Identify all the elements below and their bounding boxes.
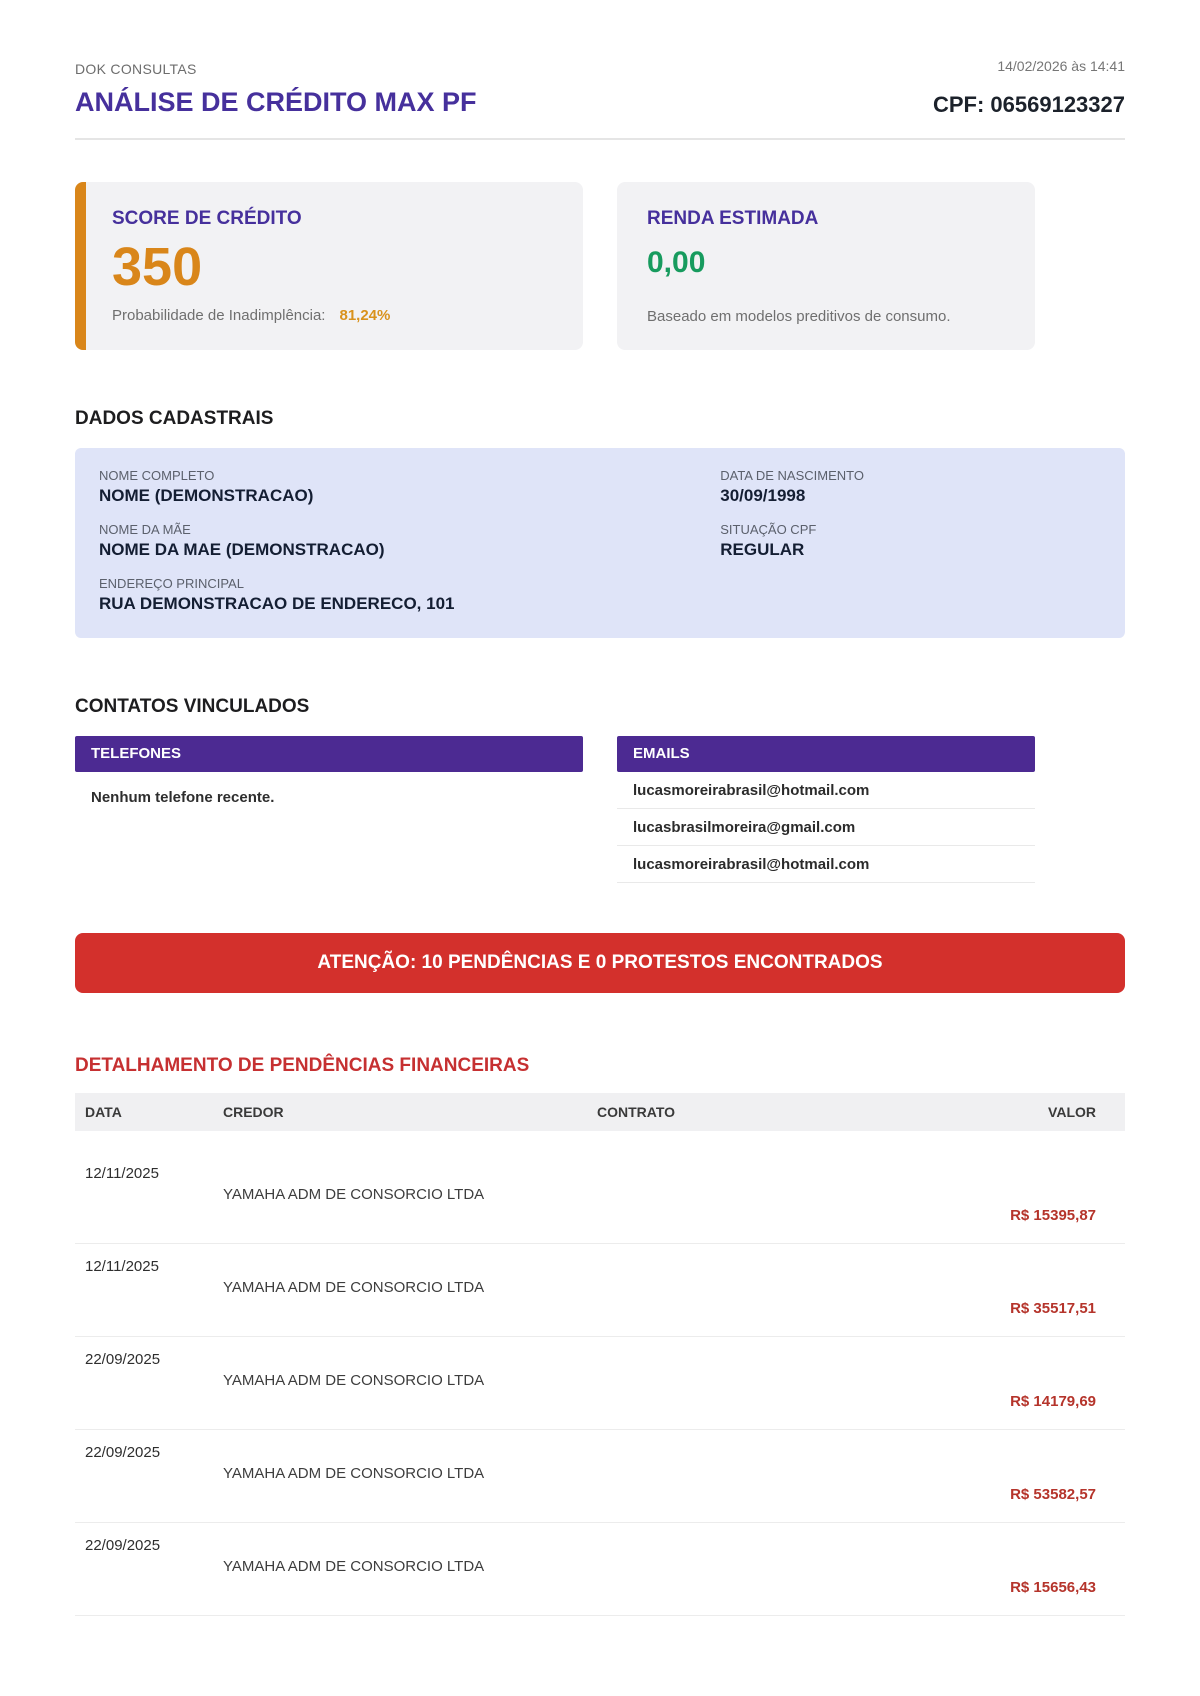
row-value: R$ 15656,43 [1010,1579,1096,1596]
field-full-name [99,468,720,506]
phones-header: TELEFONES [75,736,583,772]
row-creditor: YAMAHA ADM DE CONSORCIO LTDA [223,1465,485,1482]
income-note: Baseado em modelos preditivos de consumo. [647,308,951,325]
field-main-address [99,576,720,614]
table-row [75,1430,1125,1523]
row-creditor: YAMAHA ADM DE CONSORCIO LTDA [223,1186,485,1203]
column-header-contract: CONTRATO [597,1104,676,1120]
income-value: 0,00 [647,246,706,279]
brand-name: DOK CONSULTAS [75,61,197,77]
table-row [75,1244,1125,1337]
pendencies-alert-banner: ATENÇÃO: 10 PENDÊNCIAS E 0 PROTESTOS ENCONTRADOS [75,933,1125,993]
field-label: SITUAÇÃO CPF [720,522,817,537]
score-card-title: SCORE DE CRÉDITO [112,208,302,229]
report-datetime: 14/02/2026 às 14:41 [997,58,1125,74]
contacts-grid [75,736,1125,883]
email-item: lucasbrasilmoreira@gmail.com [617,809,1035,846]
field-label: DATA DE NASCIMENTO [720,468,864,483]
column-header-date: DATA [85,1104,122,1120]
summary-cards [75,182,1125,350]
registration-section-title: DADOS CADASTRAIS [75,408,274,429]
row-date: 12/11/2025 [85,1165,159,1182]
default-probability-label: Probabilidade de Inadimplência: [112,307,326,324]
field-value: REGULAR [720,540,805,559]
pendencies-table-header [75,1093,1125,1131]
row-creditor: YAMAHA ADM DE CONSORCIO LTDA [223,1558,485,1575]
estimated-income-card [617,182,1035,350]
field-label: NOME DA MÃE [99,522,191,537]
column-header-creditor: CREDOR [223,1104,284,1120]
row-date: 22/09/2025 [85,1537,161,1554]
emails-header: EMAILS [617,736,1035,772]
field-value: NOME (DEMONSTRACAO) [99,486,314,505]
field-value: RUA DEMONSTRACAO DE ENDERECO, 101 [99,594,455,613]
email-item: lucasmoreirabrasil@hotmail.com [617,772,1035,809]
default-probability-value: 81,24% [339,307,391,324]
row-creditor: YAMAHA ADM DE CONSORCIO LTDA [223,1372,485,1389]
phones-empty-message: Nenhum telefone recente. [91,789,275,806]
emails-column [617,736,1035,883]
row-creditor: YAMAHA ADM DE CONSORCIO LTDA [223,1279,485,1296]
field-mother-name [99,522,720,560]
row-value: R$ 14179,69 [1010,1393,1096,1410]
page-title: ANÁLISE DE CRÉDITO MAX PF [75,87,477,117]
row-value: R$ 53582,57 [1010,1486,1096,1503]
field-value: 30/09/1998 [720,486,806,505]
table-row [75,1151,1125,1244]
phones-column [75,736,583,883]
email-item: lucasmoreirabrasil@hotmail.com [617,846,1035,883]
row-value: R$ 15395,87 [1010,1207,1096,1224]
field-value: NOME DA MAE (DEMONSTRACAO) [99,540,385,559]
report-cpf: CPF: 06569123327 [932,92,1125,117]
default-probability-line [112,307,553,324]
registration-data-box [75,448,1125,638]
credit-score-card [75,182,583,350]
field-cpf-status [720,522,1101,560]
column-header-value: VALOR [1048,1104,1096,1120]
header-left [75,61,477,118]
table-row [75,1337,1125,1430]
header-right [933,58,1125,118]
row-date: 22/09/2025 [85,1351,161,1368]
report-header [75,58,1125,140]
pendencies-table-body [75,1151,1125,1616]
income-card-title: RENDA ESTIMADA [647,208,819,229]
pendencies-section-title: DETALHAMENTO DE PENDÊNCIAS FINANCEIRAS [75,1055,530,1076]
field-label: NOME COMPLETO [99,468,215,483]
score-value: 350 [112,237,203,297]
table-row [75,1523,1125,1616]
field-birth-date [720,468,1101,506]
field-label: ENDEREÇO PRINCIPAL [99,576,244,591]
row-date: 12/11/2025 [85,1258,159,1275]
row-value: R$ 35517,51 [1010,1300,1096,1317]
contacts-section-title: CONTATOS VINCULADOS [75,696,310,717]
row-date: 22/09/2025 [85,1444,161,1461]
